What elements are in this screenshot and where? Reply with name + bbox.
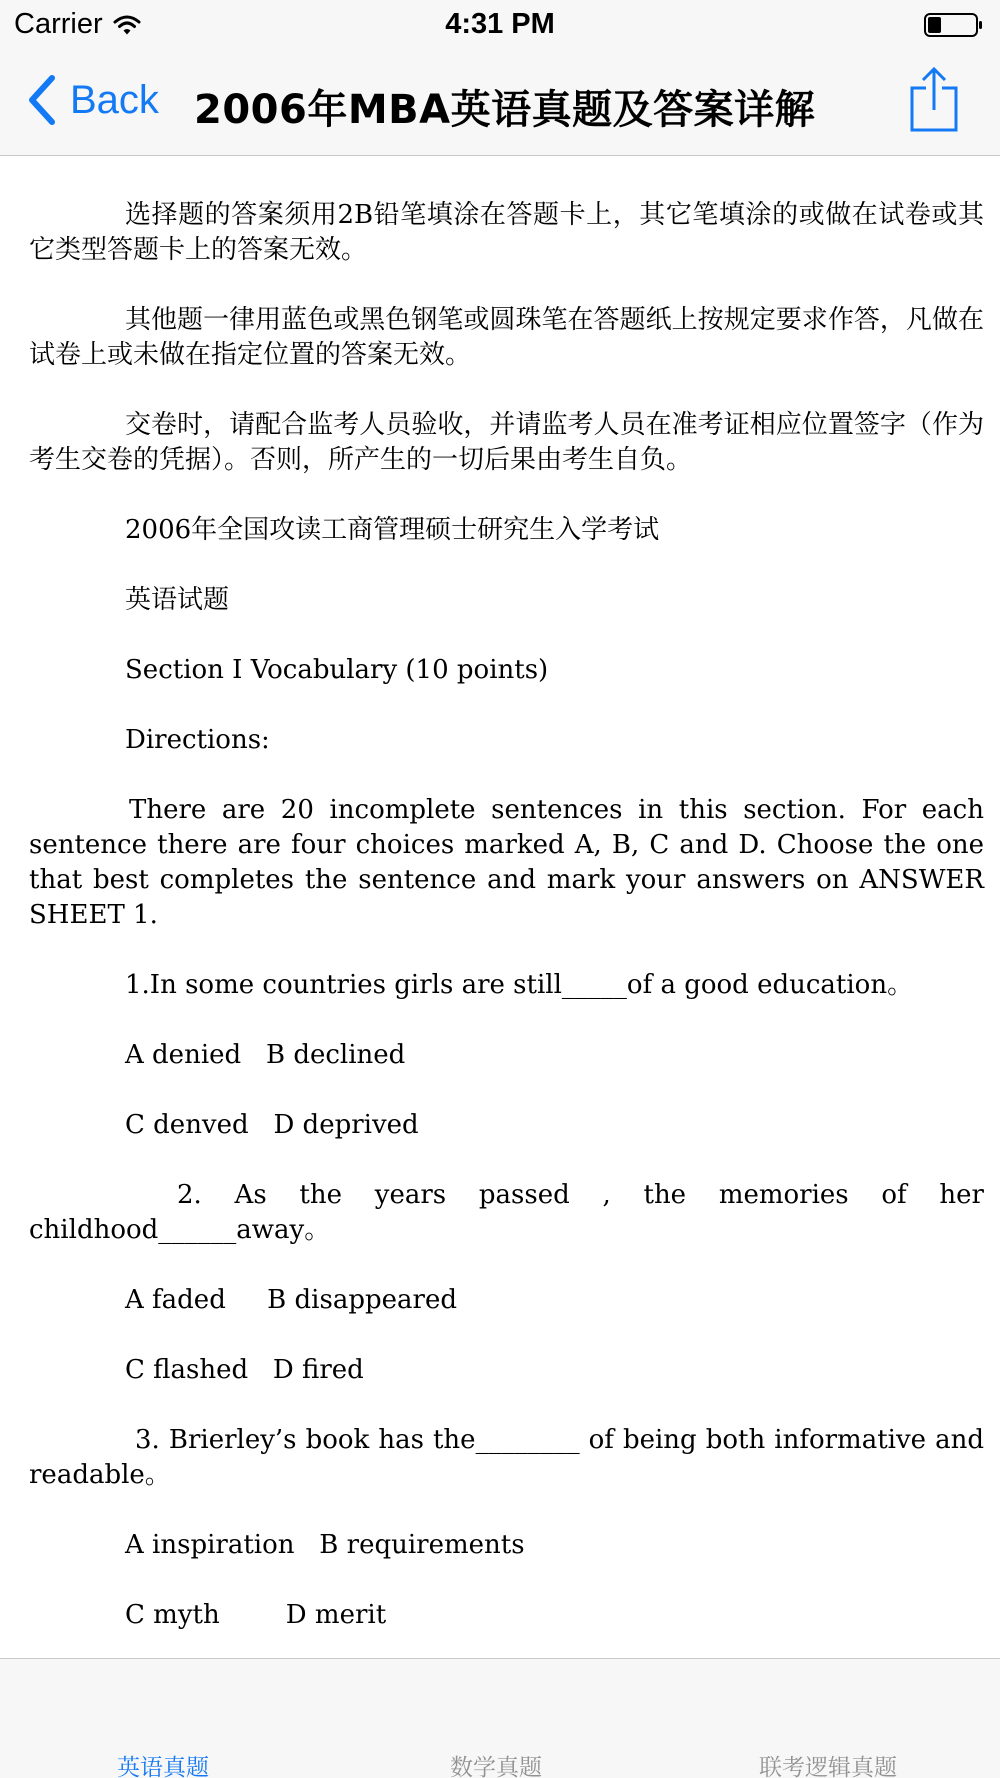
page-title: 2006年MBA英语真题及答案详解 [194, 87, 816, 133]
doc-paragraph: C myth D merit [125, 1600, 387, 1630]
doc-paragraph: C flashed D fired [125, 1355, 364, 1385]
status-time: 4:31 PM [445, 8, 555, 40]
back-button[interactable] [26, 74, 159, 126]
document-body [29, 140, 984, 1658]
doc-paragraph: 2006年全国攻读工商管理硕士研究生入学考试 [125, 515, 660, 545]
doc-paragraph: There are 20 incomplete sentences in this section. For each sentence there are four choices marked A, B, C and D. Choose the one that best completes the sentence and mark your answers on ANSWER SHEET 1. [29, 795, 984, 930]
status-bar [0, 0, 1000, 50]
doc-paragraph: Section I Vocabulary (10 points) [125, 655, 549, 685]
carrier-text: Carrier [14, 8, 103, 40]
tab-bar [0, 1658, 1000, 1778]
battery-icon [924, 12, 984, 38]
share-icon[interactable] [908, 66, 960, 134]
doc-paragraph: 其他题一律用蓝色或黑色钢笔或圆珠笔在答题纸上按规定要求作答，凡做在试卷上或未做在指定位置的答案无效。 [29, 305, 984, 370]
doc-paragraph: 选择题的答案须用2B铅笔填涂在答题卡上，其它笔填涂的或做在试卷或其它类型答题卡上的答案无效。 [29, 200, 984, 265]
back-label: Back [70, 77, 159, 122]
doc-paragraph: C denved D deprived [125, 1110, 419, 1140]
doc-paragraph: Directions: [125, 725, 270, 755]
tab-math-exams[interactable]: 数学真题 [450, 1755, 542, 1778]
doc-paragraph: 2. As the years passed , the memories of her childhood______away。 [29, 1180, 984, 1245]
doc-paragraph: 英语试题 [125, 585, 230, 615]
document-view[interactable] [0, 140, 1000, 1658]
navigation-bar [0, 50, 1000, 155]
doc-paragraph: 1.In some countries girls are still_____of a good education。 [125, 970, 914, 1000]
doc-paragraph: 3. Brierley’s book has the________ of being both informative and readable。 [29, 1425, 984, 1490]
doc-paragraph: A faded B disappeared [125, 1285, 457, 1315]
doc-paragraph: A inspiration B requirements [125, 1530, 525, 1560]
tab-english-exams[interactable]: 英语真题 [117, 1755, 209, 1778]
top-chrome [0, 0, 1000, 156]
doc-paragraph: A denied B declined [125, 1040, 406, 1070]
chevron-left-icon [26, 74, 58, 126]
tab-logic-exams[interactable]: 联考逻辑真题 [759, 1755, 897, 1778]
doc-paragraph: 交卷时，请配合监考人员验收，并请监考人员在准考证相应位置签字（作为考生交卷的凭据）。否则，所产生的一切后果由考生自负。 [29, 410, 984, 475]
